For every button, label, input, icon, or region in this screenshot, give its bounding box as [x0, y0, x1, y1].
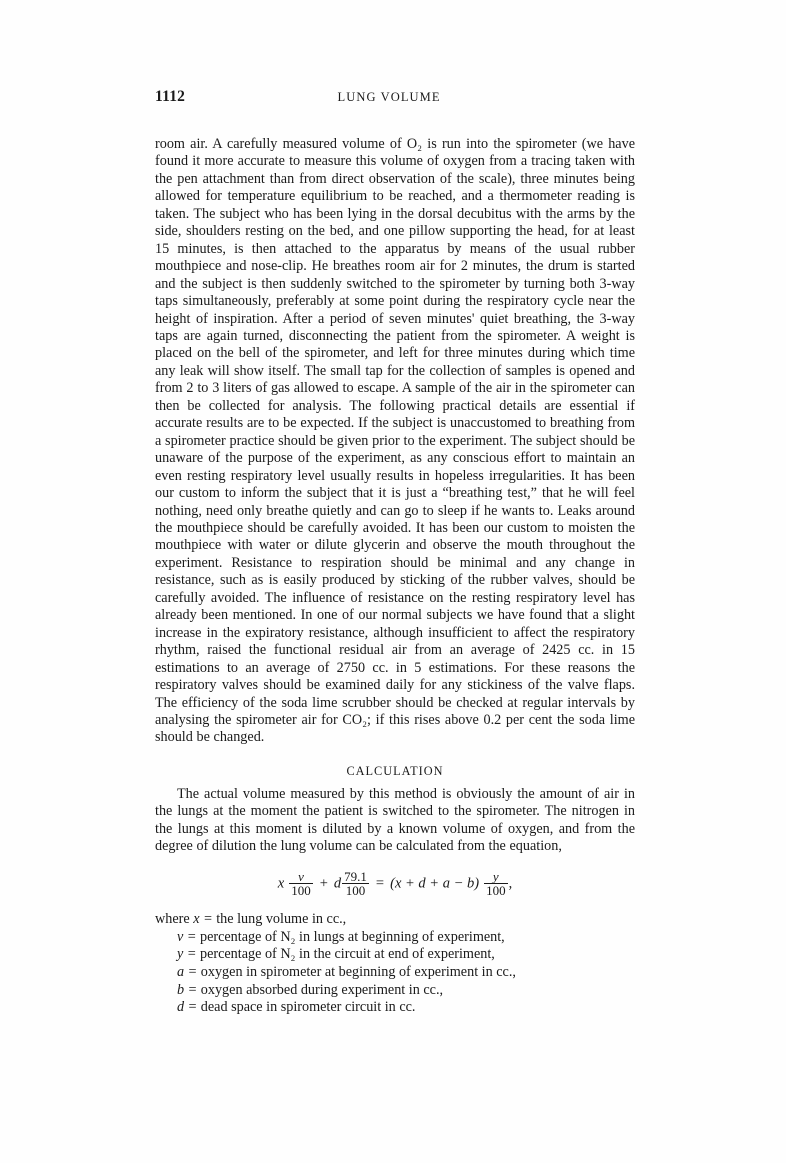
- equation-comma: ,: [508, 875, 513, 892]
- paragraph-methods: room air. A carefully measured volume of O₂ is run into the spirometer (we have found it more accurate to measure this volume of oxygen from a tracing taken with the pen attachment than from direct observation of the scale), three minutes being allowed for temperature equilibrium to be reached, and a thermometer reading is taken. The subject who has been lying in the dorsal decubitus with the arms by the side, shoulders resting on the bed, and one pillow supporting the head, for at least 15 minutes, is then attached to the apparatus by means of the usual rubber mouthpiece and nose-clip. He breathes room air for 2 minutes, the drum is started and the subject is then suddenly switched to the spirometer by turning both 3-way taps simultaneously, preferably at some point during the respiratory cycle near the height of inspiration. After a period of seven minutes' quiet breathing, the 3-way taps are again turned, disconnecting the patient from the spirometer. A weight is placed on the bell of the spirometer, and left for three minutes during which time any leak will show itself. The small tap for the collection of samples is opened and from 2 to 3 liters of gas allowed to escape. A sample of the air in the spirometer can then be collected for analysis. The following practical details are essential if accurate results are to be expected. If the subject is unaccustomed to breathing from a spirometer practice should be given prior to the experiment. The subject should be unaware of the purpose of the experiment, as any conscious effort to maintain an even resting respiratory level usually results in hopeless irregularities. It has been our custom to inform the subject that it is just a “breathing test,” that he will feel nothing, need only breathe quietly and can go to sleep if he wants to. Leaks around the mouthpiece should be carefully avoided. It has been our custom to moisten the mouthpiece with water or dilute glycerin and observe the mouth throughout the experiment. Resistance to respiration should be minimal and any change in resistance, such as is easily produced by sticking of the rubber valves, should be carefully avoided. The influence of resistance on the resting respiratory level has already been mentioned. In one of our normal subjects we have found that a slight increase in the expiratory resistance, although insufficient to affect the respiratory rhythm, raised the functional residual air from an average of 2425 cc. in 15 estimations to an average of 2750 cc. in 5 estimations. For these reasons the respiratory valves should be examined daily for any stickiness of the valve flaps. The efficiency of the soda lime scrubber should be checked at regular intervals by analysing the spirometer air for CO₂; if this rises above 0.2 per cent the soda lime should be changed.: [155, 136, 635, 746]
- definition-item: a = oxygen in spirometer at beginning of experiment in cc.,: [177, 964, 516, 981]
- equation-fraction-y-100: $\frac{y}{100}$: [486, 868, 506, 899]
- definition-lead: where x = the lung volume in cc.,: [155, 911, 347, 928]
- equation-group: (x + d + a − b): [390, 875, 480, 892]
- definition-item: d = dead space in spirometer circuit in cc.: [177, 999, 416, 1016]
- page-number: 1112: [155, 88, 186, 105]
- equation-lung-volume: [155, 870, 635, 900]
- definition-item: v = percentage of N₂ in lungs at beginning of experiment,: [177, 928, 505, 945]
- page-header: [155, 88, 635, 106]
- symbol-definitions: [155, 911, 635, 1017]
- running-head: LUNG VOLUME: [337, 90, 441, 104]
- page-content: [155, 88, 635, 1017]
- equation-plus: +: [319, 875, 328, 892]
- equation-x: x: [277, 875, 285, 892]
- paragraph-calculation: The actual volume measured by this method is obviously the amount of air in the lungs at the moment the patient is switched to the spirometer. The nitrogen in the lungs at this moment is diluted by a known volume of oxygen, and from the degree of dilution the lung volume can be calculated from the equation,: [155, 785, 635, 855]
- equation-fraction-791-100: $\frac{79.1}{100}$: [344, 868, 367, 899]
- equation-fraction-v-100: $\frac{v}{100}$: [291, 868, 311, 899]
- equation-equals: =: [375, 875, 385, 892]
- equation-d: d: [333, 875, 342, 892]
- section-heading-calculation: CALCULATION: [346, 763, 444, 778]
- definition-item: b = oxygen absorbed during experiment in cc.,: [177, 981, 444, 998]
- definition-item: y = percentage of N₂ in the circuit at end of experiment,: [177, 946, 495, 963]
